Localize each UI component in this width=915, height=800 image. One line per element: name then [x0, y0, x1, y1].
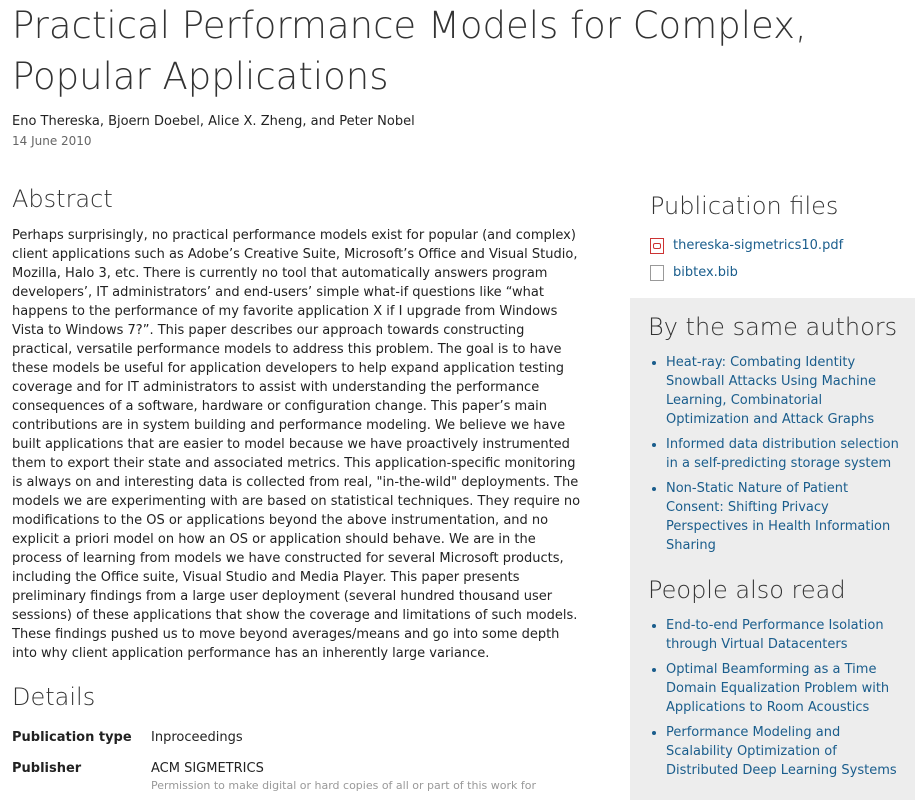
- related-sidebar: [630, 298, 915, 800]
- publication-date: 14 June 2010: [12, 134, 92, 148]
- also-read-section: [648, 576, 908, 786]
- publication-files: [650, 192, 910, 286]
- details-heading: Details: [12, 683, 96, 711]
- details-label: Publication type: [12, 730, 132, 745]
- related-link[interactable]: • Informed data distribution selection in a self-predicting storage system: [666, 435, 908, 473]
- also-read-heading: People also read: [648, 576, 846, 604]
- document-file-icon: [650, 265, 664, 281]
- details-value: ACM SIGMETRICS: [151, 761, 264, 776]
- details-value: Inproceedings: [151, 730, 243, 745]
- abstract-heading: Abstract: [12, 185, 113, 213]
- details-row-type: [12, 730, 584, 761]
- details-table: [12, 730, 584, 792]
- authors: Eno Thereska, Bjoern Doebel, Alice X. Zheng, and Peter Nobel: [12, 114, 415, 129]
- related-link[interactable]: • Non-Static Nature of Patient Consent: Shifting Privacy Perspectives in Health Information Sharing: [666, 479, 908, 555]
- pdf-file-icon: [650, 238, 664, 254]
- same-authors-section: [648, 313, 908, 561]
- related-link[interactable]: • Performance Modeling and Scalability Optimization of Distributed Deep Learning Systems: [666, 723, 908, 780]
- file-link[interactable]: thereska-sigmetrics10.pdf: [673, 238, 844, 253]
- page-title: Practical Performance Models for Complex, Popular Applications: [12, 4, 807, 98]
- files-heading: Publication files: [650, 192, 839, 220]
- related-link[interactable]: • End-to-end Performance Isolation through Virtual Datacenters: [666, 616, 908, 654]
- file-pdf[interactable]: [650, 232, 910, 259]
- related-link[interactable]: • Optimal Beamforming as a Time Domain Equalization Problem with Applications to Room Acoustics: [666, 660, 908, 717]
- related-link[interactable]: • Heat-ray: Combating Identity Snowball Attacks Using Machine Learning, Combinatorial Optimization and Attack Graphs: [666, 353, 908, 429]
- copyright-note: Permission to make digital or hard copies of all or part of this work for: [151, 779, 536, 792]
- details-label: Publisher: [12, 761, 82, 776]
- file-link[interactable]: bibtex.bib: [673, 265, 738, 280]
- same-authors-heading: By the same authors: [648, 313, 898, 341]
- file-bibtex[interactable]: [650, 259, 910, 286]
- details-row-publisher: [12, 761, 584, 792]
- abstract-text: Perhaps surprisingly, no practical performance models exist for popular (and complex) client applications such as Adobe’s Creative Suite, Microsoft’s Office and Visual Studio, Mozilla, Halo 3, etc. There is currently no tool that automatically answers program developers’, IT administrators’ and end-users’ simple what-if questions like “what happens to the performance of my favorite application X if I upgrade from Windows Vista to Windows 7?”. This paper describes our approach towards constructing practical, versatile performance models to address this problem. The goal is to have these models be useful for application developers to help expand application testing coverage and for IT administrators to assist with understanding the performance consequences of a software, hardware or configuration change. This paper’s main contributions are in system building and performance modeling. We believe we have built applications that are easier to model because we have proactively instrumented them to export their state and associated metrics. This application-specific monitoring is always on and interesting data is collected from real, "in-the-wild" deployments. The models we are experimenting with are based on statistical techniques. They require no modifications to the OS or applications beyond the above instrumentation, and no explicit a priori model on how an OS or application should behave. We are in the process of learning from models we have constructed for several Microsoft products, including the Office suite, Visual Studio and Media Player. This paper presents preliminary findings from a large user deployment (several hundred thousand user sessions) of these applications that show the coverage and limitations of such models. These findings pushed us to move beyond averages/means and go into some depth into why client application performance has an inherently large variance.: [12, 228, 581, 661]
